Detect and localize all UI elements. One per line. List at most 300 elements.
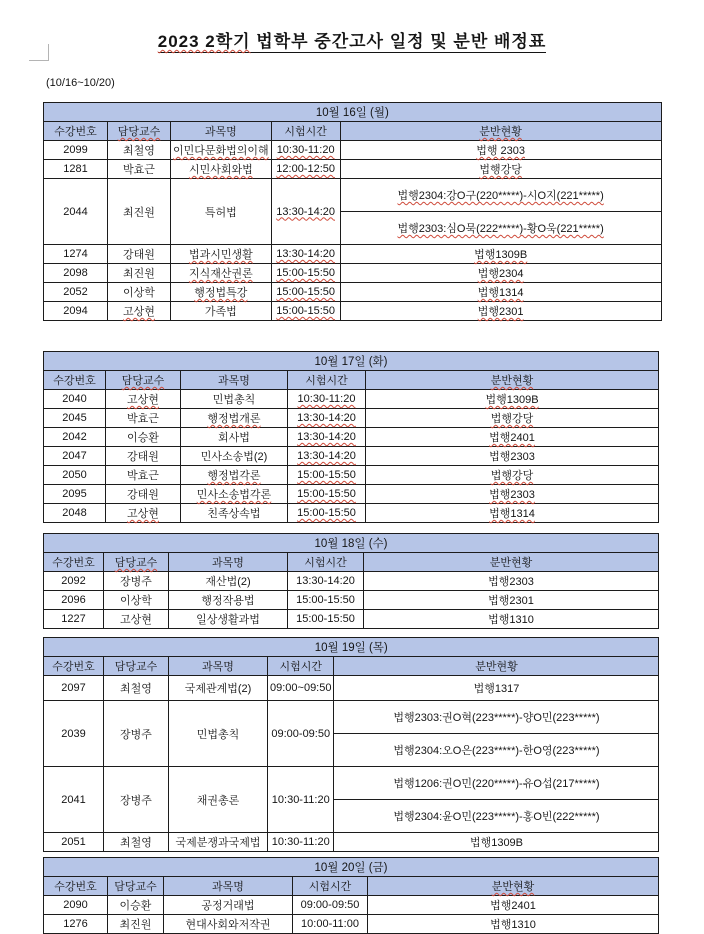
cell-professor-text: 최철영 <box>123 145 155 157</box>
cell-professor <box>106 447 181 466</box>
page-title <box>0 27 704 52</box>
cell-course-no <box>44 245 108 264</box>
cell-course-no-text: 2047 <box>62 450 87 462</box>
cell-room-text: 법행2301 <box>488 595 534 607</box>
cell-exam-time-text: 15:00-15:50 <box>276 286 335 298</box>
cell-professor <box>104 572 169 591</box>
column-header-subject-text: 과목명 <box>212 881 244 893</box>
cell-professor-text: 박효근 <box>123 164 155 176</box>
day-header-text: 10월 17일 (화) <box>314 356 388 368</box>
cell-room-range <box>334 800 659 833</box>
cell-course-no-text: 1276 <box>63 918 88 930</box>
cell-professor <box>108 283 171 302</box>
cell-course-no <box>44 447 106 466</box>
cell-course-no-text: 2099 <box>63 144 88 156</box>
cell-exam-time-text: 12:00-12:50 <box>276 163 335 175</box>
cell-course-no-text: 2090 <box>63 899 88 911</box>
cell-course-no-text: 2040 <box>62 393 87 405</box>
cell-exam-time-text: 15:00-15:50 <box>297 488 356 500</box>
cell-subject <box>171 245 272 264</box>
cell-subject <box>171 141 272 160</box>
column-header-course-no <box>44 657 104 676</box>
day-header-text: 10월 18일 (수) <box>314 538 388 550</box>
column-header-room <box>368 877 659 896</box>
cell-room <box>340 245 661 264</box>
cell-course-no <box>44 676 104 701</box>
cell-exam-time-text: 09:00-09:50 <box>300 899 360 911</box>
cell-subject <box>181 390 288 409</box>
cell-subject-text: 이민다문화법의이해 <box>173 145 269 157</box>
cell-course-no-text: 2095 <box>62 488 87 500</box>
cell-professor-text: 이상학 <box>120 595 152 607</box>
column-header-professor-text: 담당교수 <box>114 557 158 569</box>
cell-room <box>364 610 659 629</box>
column-header-course-no-text: 수강번호 <box>52 661 95 673</box>
cell-professor-text: 고상현 <box>123 306 155 318</box>
column-header-room <box>364 553 659 572</box>
cell-subject-text: 일상생활과법 <box>196 614 260 626</box>
column-header-room-text: 분반현황 <box>489 557 533 569</box>
cell-exam-time <box>288 390 366 409</box>
cell-professor-text: 강태원 <box>127 451 159 463</box>
exam-table-1 <box>43 102 662 321</box>
cell-room-range <box>340 179 661 212</box>
cell-room-text: 법행2303 <box>489 451 535 463</box>
cell-subject-text: 친족상속법 <box>207 508 261 520</box>
cell-exam-time <box>288 447 366 466</box>
cell-professor <box>108 245 171 264</box>
column-header-professor-text: 담당교수 <box>121 375 165 387</box>
cell-exam-time <box>288 409 366 428</box>
cell-subject-text: 민법총칙 <box>196 728 240 741</box>
cell-exam-time-text: 15:00-15:50 <box>297 507 356 519</box>
cell-room-text: 법행1309B <box>485 394 539 406</box>
cell-room <box>340 264 661 283</box>
cell-professor-text: 최진원 <box>119 919 152 931</box>
column-header-professor <box>104 553 169 572</box>
cell-exam-time <box>271 160 340 179</box>
day-header <box>44 858 659 877</box>
cell-exam-time-text: 15:00-15:50 <box>296 613 355 625</box>
cell-professor <box>108 179 171 245</box>
cell-course-no <box>44 160 108 179</box>
column-header-course-no <box>44 877 108 896</box>
title-lead: 2023 2학기 <box>157 32 251 51</box>
cell-exam-time-text: 10:30-11:20 <box>297 393 356 405</box>
cell-exam-time-text: 13:30-14:20 <box>297 450 356 462</box>
cell-room <box>340 141 661 160</box>
title-rest: 법학부 중간고사 일정 및 분반 배정표 <box>250 32 547 51</box>
day-header <box>44 352 659 371</box>
cell-subject <box>181 504 288 523</box>
cell-professor-text: 박효근 <box>127 413 159 425</box>
cell-subject-text: 채권총론 <box>196 794 240 807</box>
cell-subject <box>164 915 293 934</box>
day-header-text: 10월 16일 (월) <box>315 107 389 119</box>
day-header-text: 10월 20일 (금) <box>314 862 388 874</box>
column-header-exam-time-text: 시험시간 <box>279 661 322 673</box>
cell-exam-time-text: 09:00~09:50 <box>270 682 332 694</box>
cell-exam-time <box>288 428 366 447</box>
cell-exam-time-text: 09:00-09:50 <box>271 727 331 740</box>
cell-subject <box>169 572 288 591</box>
column-header-course-no-text: 수강번호 <box>53 375 96 387</box>
cell-professor <box>106 409 181 428</box>
column-header-subject-text: 과목명 <box>212 557 244 569</box>
cell-course-no <box>44 264 108 283</box>
cell-subject <box>171 179 272 245</box>
cell-course-no-text: 2044 <box>63 205 88 218</box>
cell-course-no <box>44 428 106 447</box>
cell-room <box>368 896 659 915</box>
cell-course-no-text: 2094 <box>63 305 88 317</box>
column-header-subject <box>164 877 293 896</box>
cell-room <box>366 504 659 523</box>
column-header-course-no <box>44 122 108 141</box>
cell-subject-text: 공정거래법 <box>201 900 255 912</box>
column-header-subject <box>171 122 272 141</box>
cell-professor-text: 장병주 <box>120 576 152 588</box>
cell-exam-time-text: 13:30-14:20 <box>297 431 356 443</box>
cell-room-text: 법행2304 <box>477 268 524 280</box>
cell-professor <box>108 160 171 179</box>
cell-professor <box>104 833 169 852</box>
column-header-course-no-text: 수강번호 <box>52 557 95 569</box>
cell-room <box>366 428 659 447</box>
cell-room-text: 법행2303 <box>488 576 534 588</box>
cell-subject-text: 지식재산권론 <box>188 268 253 280</box>
cell-room-range <box>334 767 659 800</box>
cell-professor-text: 이승환 <box>127 432 159 444</box>
cell-subject <box>169 833 268 852</box>
cell-course-no <box>44 466 106 485</box>
cell-room <box>364 572 659 591</box>
column-header-professor <box>104 657 169 676</box>
cell-course-no-text: 2050 <box>62 469 87 481</box>
cell-course-no <box>44 610 104 629</box>
cell-exam-time <box>268 833 334 852</box>
cell-exam-time <box>293 896 368 915</box>
cell-room <box>340 160 661 179</box>
exam-table-3 <box>43 533 659 629</box>
cell-room-range-text: 법행2304:오O은(223*****)-한O영(223*****) <box>393 745 600 757</box>
cell-room-text: 법행강당 <box>490 470 534 482</box>
cell-professor-text: 최진원 <box>123 206 155 219</box>
cell-room-text: 법행1309B <box>469 837 524 849</box>
cell-professor <box>108 896 164 915</box>
cell-exam-time <box>288 504 366 523</box>
cell-room-text: 법행1309B <box>474 249 528 261</box>
cell-exam-time-text: 10:30-11:20 <box>276 144 335 156</box>
cell-exam-time <box>271 179 340 245</box>
cell-room-text: 법행1310 <box>488 614 534 626</box>
column-header-room-text: 분반현황 <box>490 375 534 387</box>
cell-subject <box>181 485 288 504</box>
cell-course-no-text: 2042 <box>62 431 87 443</box>
cell-subject <box>171 264 272 283</box>
cell-subject <box>181 428 288 447</box>
cell-room <box>366 485 659 504</box>
cell-course-no <box>44 141 108 160</box>
cell-course-no <box>44 701 104 767</box>
cell-professor-text: 이상학 <box>123 287 155 299</box>
cell-exam-time-text: 13:30-14:20 <box>297 412 356 424</box>
cell-course-no <box>44 833 104 852</box>
cell-professor <box>104 591 169 610</box>
cell-course-no-text: 2092 <box>61 575 86 587</box>
cell-exam-time <box>271 141 340 160</box>
column-header-professor-text: 담당교수 <box>114 661 158 673</box>
column-header-course-no-text: 수강번호 <box>54 126 97 138</box>
cell-professor-text: 강태원 <box>123 249 155 261</box>
cell-room-text: 법행2301 <box>477 306 524 318</box>
cell-subject-text: 민법총칙 <box>212 394 256 406</box>
column-header-subject-text: 과목명 <box>204 126 237 138</box>
exam-table-4 <box>43 637 659 852</box>
cell-professor-text: 강태원 <box>127 489 159 501</box>
cell-room <box>366 466 659 485</box>
column-header-exam-time <box>268 657 334 676</box>
cell-room-range-text: 법행2304:강O구(220*****)-시O지(221*****) <box>397 190 604 202</box>
cell-professor-text: 박효근 <box>127 470 159 482</box>
cell-professor <box>106 504 181 523</box>
cell-exam-time-text: 15:00-15:50 <box>276 267 335 279</box>
cell-room-range-text: 법행2304:윤O민(223*****)-홍O빈(222*****) <box>393 811 600 823</box>
cell-subject-text: 행정법각론 <box>207 470 261 482</box>
cell-exam-time-text: 10:30-11:20 <box>271 836 330 848</box>
cell-course-no <box>44 283 108 302</box>
cell-subject <box>169 591 288 610</box>
cell-exam-time-text: 15:00-15:50 <box>296 594 355 606</box>
page-corner-mark <box>29 44 49 61</box>
cell-room-range <box>340 212 661 245</box>
document-page <box>0 27 704 931</box>
cell-subject <box>169 701 268 767</box>
cell-exam-time <box>288 591 364 610</box>
cell-subject-text: 재산법(2) <box>205 576 251 588</box>
day-header-text: 10월 19일 (목) <box>314 642 388 654</box>
cell-course-no <box>44 302 108 321</box>
column-header-exam-time <box>293 877 368 896</box>
cell-room-range <box>334 701 659 734</box>
cell-room-text: 법행1314 <box>477 287 524 299</box>
cell-course-no <box>44 896 108 915</box>
cell-room-text: 법행강당 <box>490 413 534 425</box>
cell-room-range-text: 법행2303:심O묵(222*****)-황O욱(221*****) <box>397 223 604 235</box>
cell-course-no <box>44 485 106 504</box>
column-header-professor <box>108 122 171 141</box>
cell-course-no <box>44 572 104 591</box>
column-header-exam-time-text: 시험시간 <box>284 126 327 138</box>
column-header-room-text: 분반현황 <box>475 661 518 673</box>
column-header-professor-text: 담당교수 <box>117 126 161 138</box>
cell-professor <box>108 264 171 283</box>
cell-course-no-text: 2039 <box>61 727 86 740</box>
cell-room-text: 법행 2303 <box>476 145 526 157</box>
cell-professor <box>106 428 181 447</box>
cell-professor-text: 고상현 <box>120 614 152 626</box>
cell-professor-text: 장병주 <box>120 794 152 807</box>
cell-room-text: 법행2303 <box>489 489 535 501</box>
cell-professor <box>104 676 169 701</box>
column-header-professor <box>108 877 164 896</box>
date-range: (10/16~10/20) <box>46 77 115 89</box>
cell-course-no-text: 1227 <box>61 613 86 625</box>
column-header-course-no <box>44 371 106 390</box>
cell-subject <box>181 447 288 466</box>
cell-professor <box>108 915 164 934</box>
cell-room-text: 법행2401 <box>489 432 535 444</box>
cell-subject <box>169 610 288 629</box>
cell-subject <box>171 283 272 302</box>
cell-professor-text: 최철영 <box>120 837 152 849</box>
cell-professor <box>108 141 171 160</box>
schedule-tables <box>0 102 704 934</box>
column-header-exam-time-text: 시험시간 <box>305 375 348 387</box>
cell-exam-time-text: 13:30-14:20 <box>296 575 355 587</box>
column-header-exam-time <box>271 122 340 141</box>
column-header-exam-time-text: 시험시간 <box>304 557 347 569</box>
cell-exam-time <box>268 767 334 833</box>
cell-exam-time <box>271 245 340 264</box>
cell-subject <box>181 409 288 428</box>
day-header <box>44 103 662 122</box>
cell-room-range-text: 법행2303:권O혁(223*****)-양O민(223*****) <box>393 712 600 724</box>
cell-room-text: 법행1314 <box>489 508 535 520</box>
column-header-exam-time <box>288 553 364 572</box>
column-header-exam-time <box>288 371 366 390</box>
cell-professor <box>104 767 169 833</box>
column-header-room <box>366 371 659 390</box>
cell-subject <box>181 466 288 485</box>
cell-exam-time <box>288 572 364 591</box>
cell-professor-text: 고상현 <box>127 394 159 406</box>
cell-room-text: 법행강당 <box>479 164 522 176</box>
cell-exam-time-text: 15:00-15:50 <box>276 305 335 317</box>
cell-course-no <box>44 390 106 409</box>
cell-subject-text: 행정작용법 <box>201 595 255 607</box>
cell-subject-text: 행정법특강 <box>194 287 248 299</box>
column-header-room-text: 분반현황 <box>479 126 522 138</box>
cell-room-text: 법행1317 <box>473 683 520 695</box>
column-header-course-no <box>44 553 104 572</box>
cell-subject <box>171 160 272 179</box>
column-header-professor-text: 담당교수 <box>114 881 157 893</box>
column-header-subject-text: 과목명 <box>202 661 234 673</box>
cell-exam-time-text: 10:00-11:00 <box>301 918 359 930</box>
cell-room-text: 법행2401 <box>490 900 536 912</box>
cell-subject-text: 특허법 <box>204 206 237 219</box>
cell-exam-time-text: 13:30-14:20 <box>276 205 335 218</box>
column-header-exam-time-text: 시험시간 <box>308 881 352 893</box>
column-header-room-text: 분반현황 <box>491 881 535 893</box>
cell-subject-text: 회사법 <box>218 432 250 444</box>
exam-table-5 <box>43 857 659 934</box>
cell-professor <box>104 701 169 767</box>
column-header-room <box>340 122 661 141</box>
cell-course-no-text: 2097 <box>61 682 86 694</box>
cell-exam-time <box>288 610 364 629</box>
column-header-subject-text: 과목명 <box>218 375 250 387</box>
cell-room <box>368 915 659 934</box>
cell-subject-text: 민사소송법(2) <box>200 451 268 463</box>
cell-course-no-text: 2045 <box>62 412 87 424</box>
cell-course-no <box>44 915 108 934</box>
cell-room <box>340 283 661 302</box>
cell-professor <box>104 610 169 629</box>
cell-exam-time-text: 10:30-11:20 <box>271 793 330 806</box>
cell-professor <box>106 390 181 409</box>
cell-course-no-text: 1274 <box>63 248 88 260</box>
cell-exam-time <box>288 485 366 504</box>
cell-subject <box>169 767 268 833</box>
cell-room <box>364 591 659 610</box>
cell-course-no-text: 2052 <box>63 286 88 298</box>
cell-subject-text: 민사소송법각론 <box>196 489 272 501</box>
cell-exam-time-text: 13:30-14:20 <box>276 248 335 260</box>
column-header-professor <box>106 371 181 390</box>
cell-room-text: 법행1310 <box>490 919 536 931</box>
cell-course-no <box>44 504 106 523</box>
cell-room <box>334 676 659 701</box>
cell-subject <box>169 676 268 701</box>
cell-exam-time <box>268 676 334 701</box>
cell-professor-text: 고상현 <box>127 508 159 520</box>
cell-subject-text: 법과시민생활 <box>188 249 253 261</box>
cell-course-no <box>44 591 104 610</box>
cell-exam-time <box>271 264 340 283</box>
cell-exam-time-text: 15:00-15:50 <box>297 469 356 481</box>
column-header-room <box>334 657 659 676</box>
cell-subject-text: 가족법 <box>204 306 237 318</box>
cell-exam-time <box>271 302 340 321</box>
cell-subject-text: 현대사회와저작권 <box>185 919 271 931</box>
day-header <box>44 638 659 657</box>
cell-exam-time <box>268 701 334 767</box>
cell-professor <box>106 466 181 485</box>
cell-room <box>340 302 661 321</box>
column-header-subject <box>169 553 288 572</box>
cell-room <box>334 833 659 852</box>
cell-room-range-text: 법행1206:권O민(220*****)-유O섭(217*****) <box>393 778 600 790</box>
cell-course-no <box>44 767 104 833</box>
cell-subject-text: 국제관계법(2) <box>184 683 252 695</box>
column-header-subject <box>169 657 268 676</box>
cell-exam-time <box>288 466 366 485</box>
exam-table-2 <box>43 351 659 523</box>
cell-course-no-text: 1281 <box>63 163 88 175</box>
cell-course-no <box>44 179 108 245</box>
cell-room <box>366 447 659 466</box>
cell-course-no-text: 2098 <box>63 267 88 279</box>
column-header-course-no-text: 수강번호 <box>54 881 97 893</box>
day-header <box>44 534 659 553</box>
cell-exam-time <box>271 283 340 302</box>
cell-course-no-text: 2048 <box>62 507 87 519</box>
cell-course-no-text: 2051 <box>61 836 86 848</box>
cell-subject-text: 행정법개론 <box>207 413 261 425</box>
cell-professor-text: 최철영 <box>120 683 152 695</box>
column-header-subject <box>181 371 288 390</box>
cell-professor <box>106 485 181 504</box>
cell-subject-text: 시민사회와법 <box>188 164 253 176</box>
title-text <box>158 32 547 53</box>
cell-room <box>366 390 659 409</box>
cell-exam-time <box>293 915 368 934</box>
cell-professor-text: 이승환 <box>119 900 152 912</box>
cell-professor <box>108 302 171 321</box>
cell-subject-text: 국제분쟁과국제법 <box>175 837 261 849</box>
